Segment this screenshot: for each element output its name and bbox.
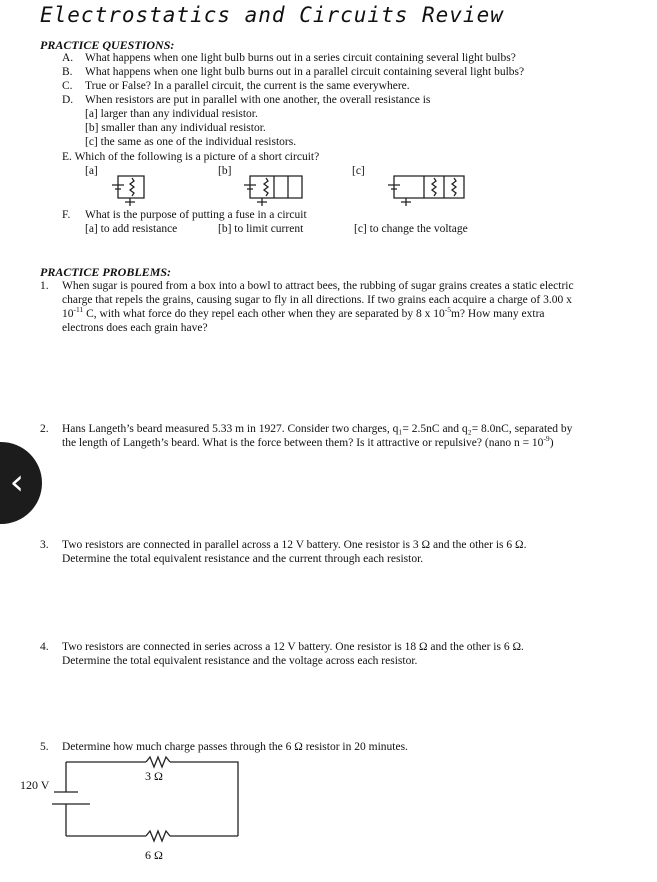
problem-5-text: Determine how much charge passes through the 6 Ω resistor in 20 minutes. xyxy=(62,741,408,753)
question-d-option-a: [a] larger than any individual resistor. xyxy=(85,108,258,120)
question-d-label: D. xyxy=(62,94,74,106)
question-f-option-c: [c] to change the voltage xyxy=(354,223,468,235)
problem-1-line-4: electrons does each grain have? xyxy=(62,322,208,334)
question-a-text: What happens when one light bulb burns out in a series circuit containing several light bulbs? xyxy=(85,52,516,64)
resistor-6-ohm-label: 6 Ω xyxy=(145,848,163,862)
back-button[interactable] xyxy=(0,442,42,524)
short-circuit-diagram-b xyxy=(244,172,308,206)
problem-4-line-1: Two resistors are connected in series across a 12 V battery. One resistor is 18 Ω and the other is 6 Ω. xyxy=(62,641,524,653)
problem-1-line-3: $10^{-11}$ C, with what force do they repel each other when they are separated by 8 x $10^{-5}m$? How many extra xyxy=(62,305,545,320)
question-f-text: What is the purpose of putting a fuse in a circuit xyxy=(85,209,307,221)
practice-problems-heading: PRACTICE PROBLEMS: xyxy=(40,265,172,279)
question-b-text: What happens when one light bulb burns out in a parallel circuit containing several light bulbs? xyxy=(85,66,525,78)
problem-4-number: 4. xyxy=(40,641,49,653)
problem-2-line-1: Hans Langeth’s beard measured 5.33 m in 1927. Consider two charges, q₁= 2.5nC and q₂= 8.0nC, separated by xyxy=(62,423,573,435)
page-title: Electrostatics and Circuits Review xyxy=(40,3,504,27)
problem-1-number: 1. xyxy=(40,280,49,292)
question-d-text: When resistors are put in parallel with one another, the overall resistance is xyxy=(85,94,431,106)
problem-3-line-2: Determine the total equivalent resistance and the current through each resistor. xyxy=(62,553,424,565)
question-c-text: True or False? In a parallel circuit, the current is the same everywhere. xyxy=(85,80,410,92)
chevron-left-icon: ‹ xyxy=(9,462,24,503)
question-e-option-b: [b] xyxy=(218,165,232,177)
question-e-text: E. Which of the following is a picture of a short circuit? xyxy=(62,151,320,163)
question-b-label: B. xyxy=(62,66,73,78)
question-a-label: A. xyxy=(62,52,74,64)
problem-2-line-2: the length of Langeth’s beard. What is the force between them? Is it attractive or repulsive? (nano $n = 10^{-9}$) xyxy=(62,434,554,449)
short-circuit-diagram-a xyxy=(112,172,152,206)
question-f-label: F. xyxy=(62,209,71,221)
problem-2-number: 2. xyxy=(40,423,49,435)
question-d-option-b: [b] smaller than any individual resistor. xyxy=(85,122,266,134)
problem-4-line-2: Determine the total equivalent resistance and the voltage across each resistor. xyxy=(62,655,418,667)
practice-questions-heading: PRACTICE QUESTIONS: xyxy=(40,38,175,52)
question-e-option-a: [a] xyxy=(85,165,98,177)
battery-label: 120 V xyxy=(20,778,50,792)
problem-1-line-1: When sugar is poured from a box into a bowl to attract bees, the rubbing of sugar grains creates a static electric xyxy=(62,280,574,292)
short-circuit-diagram-c xyxy=(388,172,472,206)
question-f-option-b: [b] to limit current xyxy=(218,223,304,235)
problem-5-number: 5. xyxy=(40,741,49,753)
problem-3-number: 3. xyxy=(40,539,49,551)
question-e-option-c: [c] xyxy=(352,165,365,177)
problem-3-line-1: Two resistors are connected in parallel across a 12 V battery. One resistor is 3 Ω and the other is 6 Ω. xyxy=(62,539,527,551)
problem-1-line-2: charge that repels the grains, causing sugar to fly in all directions. If two grains each acquire a charge of 3.00 x xyxy=(62,294,572,306)
question-c-label: C. xyxy=(62,80,73,92)
question-f-option-a: [a] to add resistance xyxy=(85,223,178,235)
question-d-option-c: [c] the same as one of the individual resistors. xyxy=(85,136,297,148)
resistor-3-ohm-label: 3 Ω xyxy=(145,769,163,783)
